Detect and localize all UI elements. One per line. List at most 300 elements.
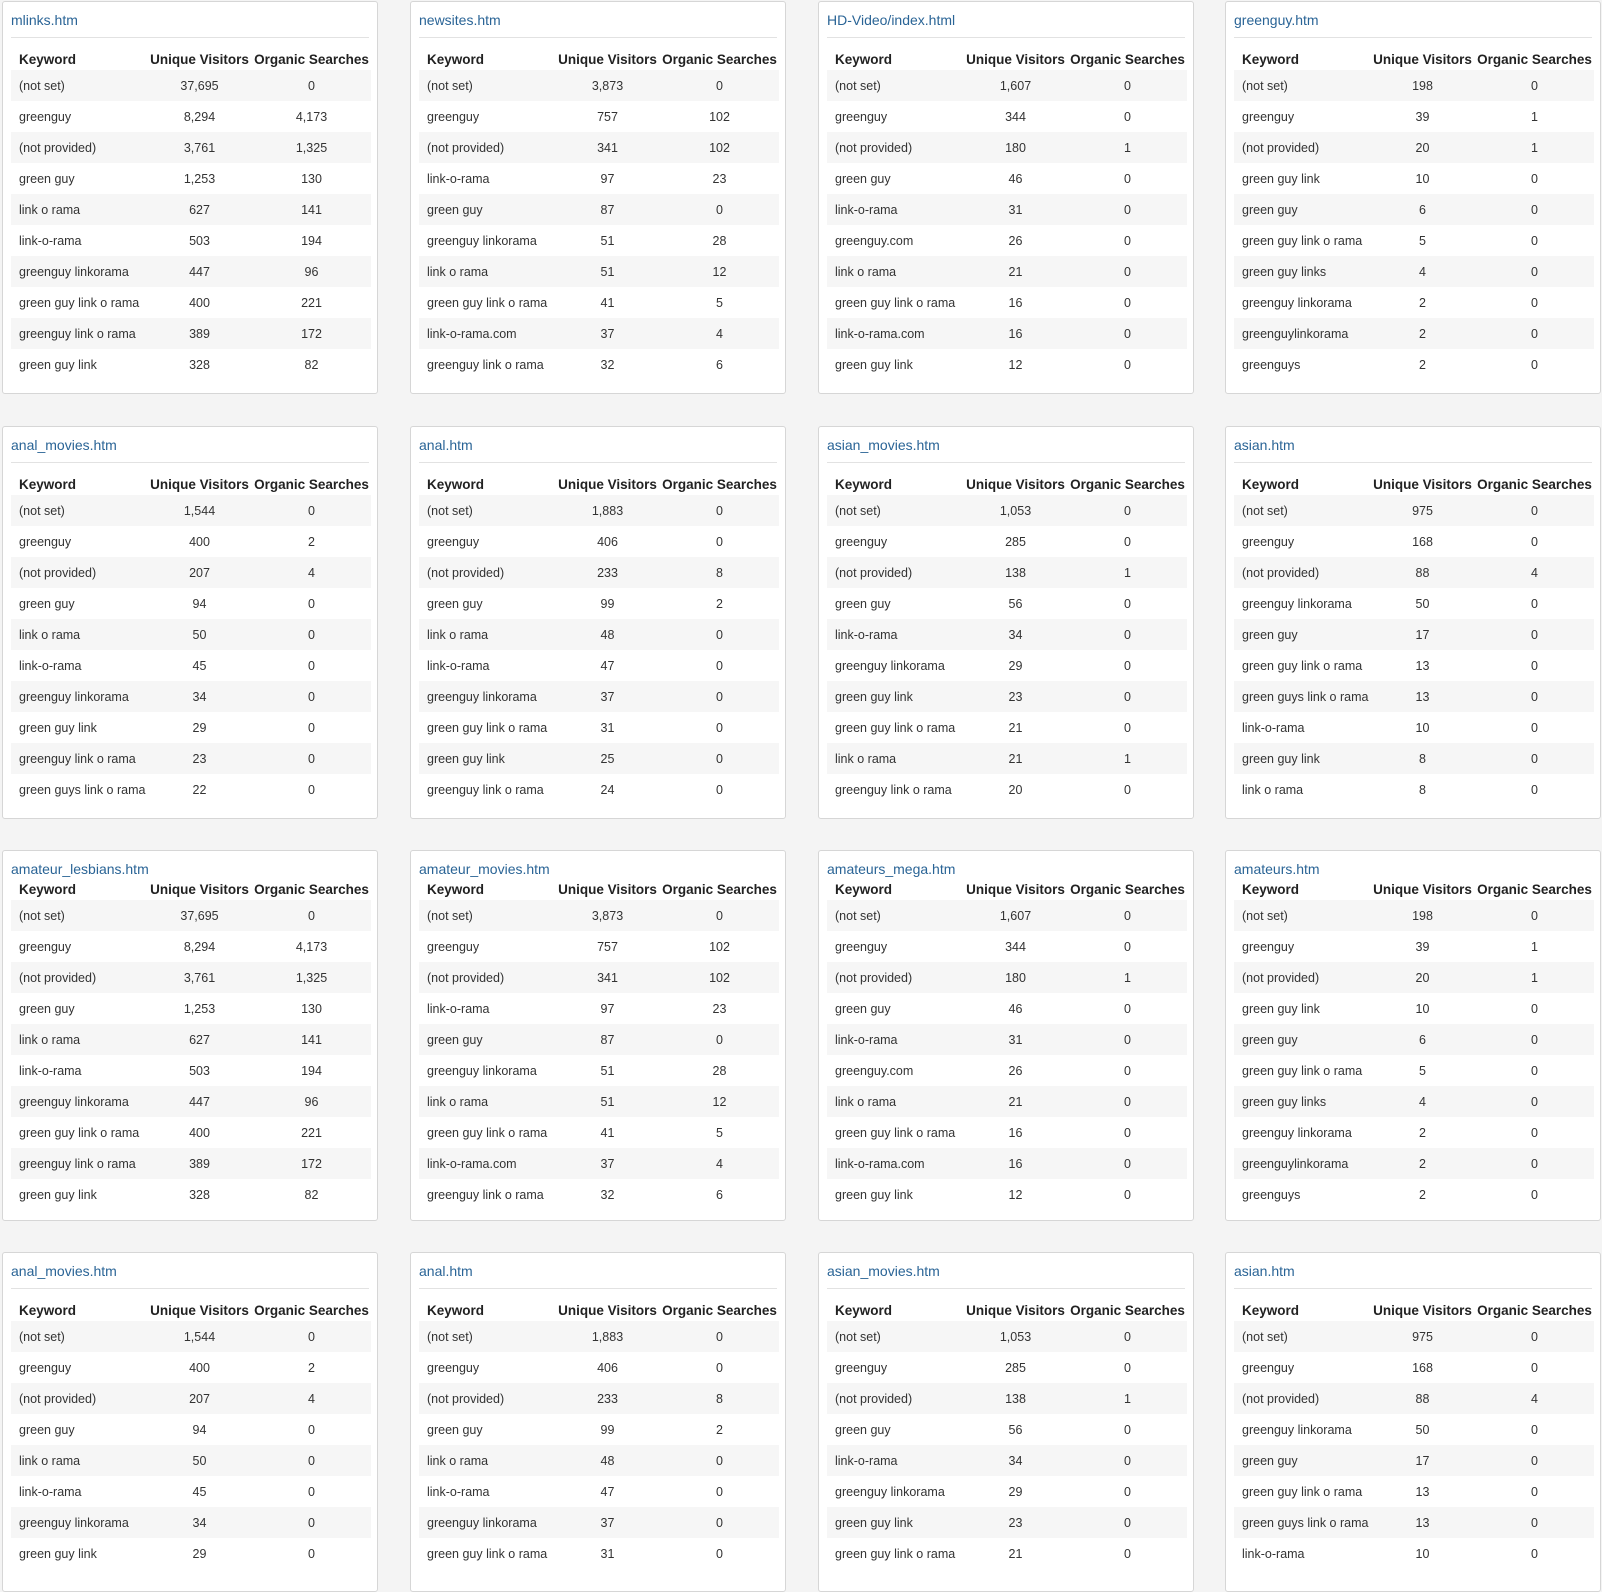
keyword-cell: greenguy bbox=[19, 1360, 72, 1375]
organic-searches-cell: 0 bbox=[660, 1445, 779, 1476]
unique-visitors-cell: 34 bbox=[147, 681, 252, 712]
unique-visitors-cell: 168 bbox=[1412, 1360, 1433, 1375]
unique-visitors-cell: 50 bbox=[147, 619, 252, 650]
keyword-cell: green guy link bbox=[827, 681, 963, 712]
unique-visitors-cell: 400 bbox=[189, 534, 210, 549]
organic-searches-cell: 0 bbox=[1068, 1445, 1187, 1476]
panel-title-link[interactable]: anal.htm bbox=[419, 1263, 473, 1279]
unique-visitors-cell: 1,544 bbox=[147, 1321, 252, 1352]
unique-visitors-cell: 29 bbox=[1008, 658, 1023, 673]
table-row bbox=[419, 774, 779, 805]
keyword-cell: greenguy linkorama bbox=[1242, 596, 1352, 611]
table-row bbox=[419, 287, 779, 318]
unique-visitors-cell: 285 bbox=[1005, 534, 1026, 549]
keyword-cell: greenguys bbox=[1242, 357, 1301, 372]
unique-visitors-cell: 8,294 bbox=[183, 939, 216, 954]
keyword-panel bbox=[2, 850, 378, 1221]
organic-searches-cell: 82 bbox=[304, 357, 319, 372]
organic-searches-cell: 1 bbox=[1068, 743, 1187, 774]
table-row bbox=[419, 349, 779, 380]
unique-visitors-cell: 88 bbox=[1370, 1383, 1475, 1414]
keyword-column-header[interactable]: Keyword bbox=[19, 476, 77, 492]
unique-visitors-cell: 400 bbox=[189, 1125, 210, 1140]
table-row bbox=[827, 526, 1187, 557]
keyword-cell: green guy bbox=[835, 596, 891, 611]
organic-searches-cell: 0 bbox=[1475, 681, 1594, 712]
unique-visitors-cell: 37 bbox=[555, 1148, 660, 1179]
unique-visitors-cell: 34 bbox=[147, 1507, 252, 1538]
keyword-cell: green guys link o rama bbox=[19, 782, 146, 797]
panel-title-link[interactable]: asian.htm bbox=[1234, 437, 1295, 453]
table-row bbox=[827, 1414, 1187, 1445]
keyword-cell: link o rama bbox=[827, 743, 963, 774]
keyword-panel bbox=[1225, 426, 1601, 819]
unique-visitors-cell: 389 bbox=[147, 1148, 252, 1179]
keyword-cell: green guy bbox=[419, 1024, 555, 1055]
unique-visitors-cell: 1,253 bbox=[183, 1001, 216, 1016]
panel-title-link[interactable]: anal.htm bbox=[419, 437, 473, 453]
keyword-cell: link-o-rama bbox=[427, 1484, 490, 1499]
keyword-column-header[interactable]: Keyword bbox=[1242, 51, 1300, 67]
keyword-cell: (not provided) bbox=[11, 557, 147, 588]
keyword-cell: greenguy linkorama bbox=[11, 1507, 147, 1538]
unique-visitors-column-header[interactable]: Unique Visitors bbox=[1373, 476, 1472, 492]
table-header-row bbox=[11, 473, 371, 495]
keyword-cell: (not provided) bbox=[1234, 962, 1370, 993]
keyword-column-header[interactable]: Keyword bbox=[1242, 1302, 1300, 1318]
unique-visitors-cell: 99 bbox=[600, 596, 615, 611]
keyword-cell: (not provided) bbox=[827, 1383, 963, 1414]
table-row bbox=[419, 1445, 779, 1476]
unique-visitors-cell: 31 bbox=[600, 720, 615, 735]
keyword-cell: greenguy.com bbox=[835, 233, 914, 248]
unique-visitors-column-header[interactable]: Unique Visitors bbox=[1373, 881, 1472, 897]
keyword-cell: (not provided) bbox=[827, 962, 963, 993]
unique-visitors-cell: 13 bbox=[1370, 1507, 1475, 1538]
keyword-column-header[interactable]: Keyword bbox=[427, 476, 485, 492]
table-row bbox=[11, 743, 371, 774]
keyword-panel bbox=[818, 1252, 1194, 1592]
organic-searches-cell: 96 bbox=[252, 256, 371, 287]
table-row bbox=[1234, 1414, 1594, 1445]
panel-title-link[interactable]: amateurs.htm bbox=[1234, 861, 1320, 877]
keyword-cell: link-o-rama bbox=[19, 1063, 82, 1078]
unique-visitors-cell: 97 bbox=[600, 171, 615, 186]
table-header-row bbox=[11, 878, 371, 900]
organic-searches-cell: 0 bbox=[1531, 357, 1538, 372]
organic-searches-cell: 0 bbox=[1068, 194, 1187, 225]
table-row bbox=[1234, 1445, 1594, 1476]
unique-visitors-column-header[interactable]: Unique Visitors bbox=[558, 881, 657, 897]
table-row bbox=[827, 1148, 1187, 1179]
unique-visitors-column-header[interactable]: Unique Visitors bbox=[966, 881, 1065, 897]
table-row bbox=[419, 743, 779, 774]
unique-visitors-cell: 17 bbox=[1370, 1445, 1475, 1476]
panel-title bbox=[1234, 851, 1592, 877]
unique-visitors-cell: 4 bbox=[1370, 1086, 1475, 1117]
organic-searches-column-header[interactable]: Organic Searches bbox=[1477, 51, 1592, 67]
table-row bbox=[419, 225, 779, 256]
unique-visitors-cell: 198 bbox=[1370, 900, 1475, 931]
organic-searches-cell: 0 bbox=[308, 720, 315, 735]
keyword-column-header[interactable]: Keyword bbox=[835, 476, 893, 492]
keyword-table bbox=[419, 48, 779, 380]
unique-visitors-cell: 87 bbox=[555, 194, 660, 225]
organic-searches-column-header[interactable]: Organic Searches bbox=[1477, 881, 1592, 897]
organic-searches-column-header[interactable]: Organic Searches bbox=[1070, 1302, 1185, 1318]
keyword-cell: green guy link o rama bbox=[835, 1546, 956, 1561]
organic-searches-cell: 172 bbox=[252, 318, 371, 349]
table-row bbox=[1234, 650, 1594, 681]
unique-visitors-cell: 32 bbox=[600, 357, 615, 372]
panel-title bbox=[1234, 1253, 1592, 1289]
unique-visitors-cell: 31 bbox=[963, 1024, 1068, 1055]
unique-visitors-cell: 503 bbox=[189, 1063, 210, 1078]
organic-searches-cell: 141 bbox=[252, 194, 371, 225]
organic-searches-cell: 0 bbox=[1068, 1148, 1187, 1179]
keyword-cell: green guy link o rama bbox=[1242, 233, 1363, 248]
table-row bbox=[1234, 132, 1594, 163]
table-row bbox=[419, 1055, 779, 1086]
organic-searches-cell: 5 bbox=[716, 1125, 723, 1140]
unique-visitors-column-header[interactable]: Unique Visitors bbox=[150, 476, 249, 492]
panel-title-link[interactable]: amateurs_mega.htm bbox=[827, 861, 956, 877]
unique-visitors-cell: 16 bbox=[1008, 1125, 1023, 1140]
table-row bbox=[827, 557, 1187, 588]
unique-visitors-cell: 400 bbox=[189, 295, 210, 310]
table-row bbox=[11, 1117, 371, 1148]
organic-searches-cell: 1 bbox=[1475, 132, 1594, 163]
unique-visitors-cell: 627 bbox=[147, 194, 252, 225]
table-row bbox=[419, 70, 779, 101]
keyword-cell: greenguy link o rama bbox=[427, 357, 544, 372]
unique-visitors-cell: 12 bbox=[1008, 357, 1023, 372]
organic-searches-cell: 0 bbox=[252, 1321, 371, 1352]
unique-visitors-cell: 21 bbox=[1008, 1546, 1023, 1561]
table-row bbox=[11, 1055, 371, 1086]
organic-searches-cell: 4 bbox=[660, 1148, 779, 1179]
organic-searches-column-header[interactable]: Organic Searches bbox=[1070, 881, 1185, 897]
keyword-cell: greenguy bbox=[835, 1360, 888, 1375]
table-row bbox=[827, 993, 1187, 1024]
keyword-cell: green guy link o rama bbox=[1242, 1063, 1363, 1078]
table-row bbox=[1234, 318, 1594, 349]
table-row bbox=[419, 1476, 779, 1507]
panel-title bbox=[11, 2, 369, 38]
table-row bbox=[419, 1507, 779, 1538]
organic-searches-cell: 0 bbox=[1475, 1321, 1594, 1352]
unique-visitors-cell: 1,053 bbox=[963, 495, 1068, 526]
unique-visitors-cell: 26 bbox=[1008, 233, 1023, 248]
table-row bbox=[11, 526, 371, 557]
keyword-cell: link o rama bbox=[419, 1086, 555, 1117]
unique-visitors-column-header[interactable]: Unique Visitors bbox=[558, 51, 657, 67]
panel-title-link[interactable]: amateur_lesbians.htm bbox=[11, 861, 149, 877]
organic-searches-cell: 0 bbox=[1475, 1507, 1594, 1538]
keyword-column-header[interactable]: Keyword bbox=[835, 51, 893, 67]
keyword-column-header[interactable]: Keyword bbox=[427, 51, 485, 67]
keyword-cell: green guy link o rama bbox=[427, 1546, 548, 1561]
keyword-cell: greenguylinkorama bbox=[1234, 318, 1370, 349]
table-row bbox=[419, 650, 779, 681]
organic-searches-cell: 4,173 bbox=[295, 939, 328, 954]
organic-searches-cell: 4 bbox=[1475, 1383, 1594, 1414]
table-row bbox=[827, 1179, 1187, 1210]
panel-title bbox=[419, 851, 777, 877]
keyword-table bbox=[419, 878, 779, 1210]
organic-searches-cell: 130 bbox=[301, 171, 322, 186]
organic-searches-cell: 0 bbox=[1124, 658, 1131, 673]
panel-title-link[interactable]: anal_movies.htm bbox=[11, 437, 117, 453]
table-row bbox=[1234, 962, 1594, 993]
organic-searches-cell: 0 bbox=[1475, 318, 1594, 349]
unique-visitors-column-header[interactable]: Unique Visitors bbox=[150, 1302, 249, 1318]
unique-visitors-cell: 46 bbox=[1008, 171, 1023, 186]
unique-visitors-cell: 2 bbox=[1370, 318, 1475, 349]
organic-searches-cell: 0 bbox=[1068, 318, 1187, 349]
organic-searches-cell: 0 bbox=[1124, 1063, 1131, 1078]
panel-title bbox=[419, 2, 777, 38]
keyword-cell: (not set) bbox=[11, 495, 147, 526]
table-row bbox=[1234, 1321, 1594, 1352]
unique-visitors-column-header[interactable]: Unique Visitors bbox=[966, 476, 1065, 492]
unique-visitors-cell: 37,695 bbox=[147, 900, 252, 931]
keyword-cell: (not set) bbox=[1234, 70, 1370, 101]
organic-searches-column-header[interactable]: Organic Searches bbox=[254, 51, 369, 67]
table-row bbox=[1234, 70, 1594, 101]
organic-searches-cell: 0 bbox=[1068, 495, 1187, 526]
unique-visitors-cell: 8 bbox=[1370, 743, 1475, 774]
keyword-cell: green guy link bbox=[1242, 1001, 1320, 1016]
keyword-cell: (not set) bbox=[419, 70, 555, 101]
table-row bbox=[827, 1055, 1187, 1086]
organic-searches-cell: 82 bbox=[304, 1187, 319, 1202]
organic-searches-cell: 0 bbox=[1531, 1422, 1538, 1437]
keyword-cell: (not provided) bbox=[419, 962, 555, 993]
unique-visitors-cell: 39 bbox=[1415, 109, 1430, 124]
unique-visitors-cell: 3,873 bbox=[555, 900, 660, 931]
unique-visitors-column-header[interactable]: Unique Visitors bbox=[966, 51, 1065, 67]
table-row bbox=[827, 101, 1187, 132]
unique-visitors-cell: 975 bbox=[1370, 1321, 1475, 1352]
unique-visitors-column-header[interactable]: Unique Visitors bbox=[150, 881, 249, 897]
table-row bbox=[1234, 743, 1594, 774]
unique-visitors-cell: 12 bbox=[1008, 1187, 1023, 1202]
keyword-column-header[interactable]: Keyword bbox=[427, 1302, 485, 1318]
organic-searches-cell: 0 bbox=[1531, 295, 1538, 310]
table-header-row bbox=[419, 1299, 779, 1321]
organic-searches-cell: 4 bbox=[252, 557, 371, 588]
table-row bbox=[1234, 557, 1594, 588]
table-header-row bbox=[419, 473, 779, 495]
panel-title bbox=[419, 1253, 777, 1289]
unique-visitors-column-header[interactable]: Unique Visitors bbox=[1373, 1302, 1472, 1318]
keyword-cell: (not set) bbox=[827, 495, 963, 526]
unique-visitors-cell: 37 bbox=[555, 318, 660, 349]
organic-searches-column-header[interactable]: Organic Searches bbox=[662, 51, 777, 67]
organic-searches-cell: 0 bbox=[1531, 1360, 1538, 1375]
panel-title bbox=[11, 851, 369, 877]
table-row bbox=[419, 194, 779, 225]
keyword-column-header[interactable]: Keyword bbox=[835, 1302, 893, 1318]
table-row bbox=[1234, 993, 1594, 1024]
panel-title bbox=[827, 427, 1185, 463]
table-row bbox=[11, 256, 371, 287]
organic-searches-column-header[interactable]: Organic Searches bbox=[662, 1302, 777, 1318]
organic-searches-cell: 0 bbox=[660, 495, 779, 526]
table-row bbox=[827, 132, 1187, 163]
table-row bbox=[419, 712, 779, 743]
keyword-cell: (not provided) bbox=[419, 557, 555, 588]
unique-visitors-cell: 757 bbox=[597, 939, 618, 954]
keyword-cell: greenguy linkorama bbox=[11, 256, 147, 287]
table-row bbox=[11, 495, 371, 526]
keyword-column-header[interactable]: Keyword bbox=[19, 881, 77, 897]
unique-visitors-cell: 3,873 bbox=[555, 70, 660, 101]
unique-visitors-cell: 88 bbox=[1370, 557, 1475, 588]
organic-searches-column-header[interactable]: Organic Searches bbox=[1477, 1302, 1592, 1318]
keyword-panel bbox=[818, 1, 1194, 394]
keyword-cell: greenguylinkorama bbox=[1234, 1148, 1370, 1179]
organic-searches-cell: 0 bbox=[660, 681, 779, 712]
unique-visitors-cell: 1,883 bbox=[555, 495, 660, 526]
organic-searches-cell: 102 bbox=[660, 132, 779, 163]
table-row bbox=[827, 318, 1187, 349]
panel-title-link[interactable]: mlinks.htm bbox=[11, 12, 78, 28]
unique-visitors-column-header[interactable]: Unique Visitors bbox=[966, 1302, 1065, 1318]
unique-visitors-cell: 48 bbox=[555, 1445, 660, 1476]
table-row bbox=[827, 225, 1187, 256]
organic-searches-cell: 0 bbox=[1531, 720, 1538, 735]
keyword-column-header[interactable]: Keyword bbox=[427, 881, 485, 897]
organic-searches-cell: 0 bbox=[716, 1484, 723, 1499]
keyword-column-header[interactable]: Keyword bbox=[835, 881, 893, 897]
panel-title-link[interactable]: HD-Video/index.html bbox=[827, 12, 956, 28]
organic-searches-cell: 0 bbox=[1475, 900, 1594, 931]
organic-searches-column-header[interactable]: Organic Searches bbox=[1070, 476, 1185, 492]
organic-searches-column-header[interactable]: Organic Searches bbox=[254, 881, 369, 897]
organic-searches-cell: 0 bbox=[1124, 596, 1131, 611]
table-row bbox=[419, 993, 779, 1024]
unique-visitors-cell: 21 bbox=[963, 256, 1068, 287]
keyword-cell: green guys link o rama bbox=[1234, 1507, 1370, 1538]
organic-searches-cell: 0 bbox=[1068, 681, 1187, 712]
panel-title-link[interactable]: asian.htm bbox=[1234, 1263, 1295, 1279]
keyword-cell: (not set) bbox=[827, 70, 963, 101]
organic-searches-column-header[interactable]: Organic Searches bbox=[662, 476, 777, 492]
organic-searches-column-header[interactable]: Organic Searches bbox=[254, 476, 369, 492]
table-row bbox=[1234, 681, 1594, 712]
organic-searches-column-header[interactable]: Organic Searches bbox=[1477, 476, 1592, 492]
organic-searches-cell: 1 bbox=[1068, 557, 1187, 588]
unique-visitors-cell: 39 bbox=[1415, 939, 1430, 954]
table-header-row bbox=[1234, 1299, 1594, 1321]
unique-visitors-cell: 1,253 bbox=[183, 171, 216, 186]
unique-visitors-column-header[interactable]: Unique Visitors bbox=[558, 1302, 657, 1318]
unique-visitors-cell: 975 bbox=[1370, 495, 1475, 526]
keyword-column-header[interactable]: Keyword bbox=[19, 51, 77, 67]
keyword-column-header[interactable]: Keyword bbox=[1242, 476, 1300, 492]
keyword-cell: link-o-rama bbox=[427, 1001, 490, 1016]
unique-visitors-cell: 627 bbox=[147, 1024, 252, 1055]
organic-searches-cell: 0 bbox=[252, 743, 371, 774]
keyword-cell: link o rama bbox=[419, 1445, 555, 1476]
unique-visitors-cell: 41 bbox=[600, 295, 615, 310]
table-row bbox=[11, 1476, 371, 1507]
keyword-cell: green guy links bbox=[1234, 1086, 1370, 1117]
unique-visitors-cell: 51 bbox=[555, 1086, 660, 1117]
table-row bbox=[11, 681, 371, 712]
keyword-column-header[interactable]: Keyword bbox=[19, 1302, 77, 1318]
panel-title-link[interactable]: amateur_movies.htm bbox=[419, 861, 550, 877]
table-row bbox=[11, 931, 371, 962]
organic-searches-cell: 0 bbox=[1124, 720, 1131, 735]
unique-visitors-column-header[interactable]: Unique Visitors bbox=[150, 51, 249, 67]
keyword-cell: (not provided) bbox=[419, 1383, 555, 1414]
keyword-table bbox=[827, 1299, 1187, 1569]
panel-title-link[interactable]: asian_movies.htm bbox=[827, 1263, 940, 1279]
keyword-cell: link-o-rama bbox=[427, 171, 490, 186]
organic-searches-cell: 194 bbox=[301, 1063, 322, 1078]
table-row bbox=[11, 900, 371, 931]
panel-title-link[interactable]: greenguy.htm bbox=[1234, 12, 1319, 28]
organic-searches-column-header[interactable]: Organic Searches bbox=[1070, 51, 1185, 67]
keyword-cell: link-o-rama bbox=[1242, 720, 1305, 735]
unique-visitors-cell: 2 bbox=[1419, 357, 1426, 372]
organic-searches-cell: 0 bbox=[716, 782, 723, 797]
panel-title bbox=[11, 1253, 369, 1289]
organic-searches-column-header[interactable]: Organic Searches bbox=[254, 1302, 369, 1318]
organic-searches-cell: 0 bbox=[1475, 619, 1594, 650]
unique-visitors-cell: 47 bbox=[600, 658, 615, 673]
keyword-panel bbox=[410, 1, 786, 394]
keyword-cell: link o rama bbox=[11, 1024, 147, 1055]
table-row bbox=[1234, 225, 1594, 256]
table-row bbox=[1234, 1476, 1594, 1507]
organic-searches-cell: 0 bbox=[716, 720, 723, 735]
unique-visitors-cell: 37 bbox=[555, 681, 660, 712]
keyword-cell: green guy bbox=[419, 194, 555, 225]
panel-title-link[interactable]: newsites.htm bbox=[419, 12, 501, 28]
keyword-cell: (not provided) bbox=[1234, 132, 1370, 163]
organic-searches-cell: 4 bbox=[1475, 557, 1594, 588]
table-row bbox=[827, 1476, 1187, 1507]
organic-searches-cell: 102 bbox=[660, 962, 779, 993]
table-row bbox=[11, 1148, 371, 1179]
unique-visitors-cell: 87 bbox=[555, 1024, 660, 1055]
unique-visitors-column-header[interactable]: Unique Visitors bbox=[1373, 51, 1472, 67]
table-row bbox=[419, 557, 779, 588]
unique-visitors-column-header[interactable]: Unique Visitors bbox=[558, 476, 657, 492]
unique-visitors-cell: 198 bbox=[1370, 70, 1475, 101]
keyword-column-header[interactable]: Keyword bbox=[1242, 881, 1300, 897]
panel-title-link[interactable]: anal_movies.htm bbox=[11, 1263, 117, 1279]
organic-searches-column-header[interactable]: Organic Searches bbox=[662, 881, 777, 897]
table-row bbox=[1234, 287, 1594, 318]
unique-visitors-cell: 207 bbox=[147, 1383, 252, 1414]
organic-searches-cell: 0 bbox=[1531, 171, 1538, 186]
keyword-cell: green guy link bbox=[835, 1187, 913, 1202]
table-row bbox=[1234, 194, 1594, 225]
unique-visitors-cell: 50 bbox=[1415, 1422, 1430, 1437]
panel-title-link[interactable]: asian_movies.htm bbox=[827, 437, 940, 453]
table-row bbox=[419, 1179, 779, 1210]
unique-visitors-cell: 24 bbox=[600, 782, 615, 797]
table-row bbox=[1234, 101, 1594, 132]
table-row bbox=[1234, 1055, 1594, 1086]
table-row bbox=[827, 1507, 1187, 1538]
organic-searches-cell: 221 bbox=[301, 1125, 322, 1140]
